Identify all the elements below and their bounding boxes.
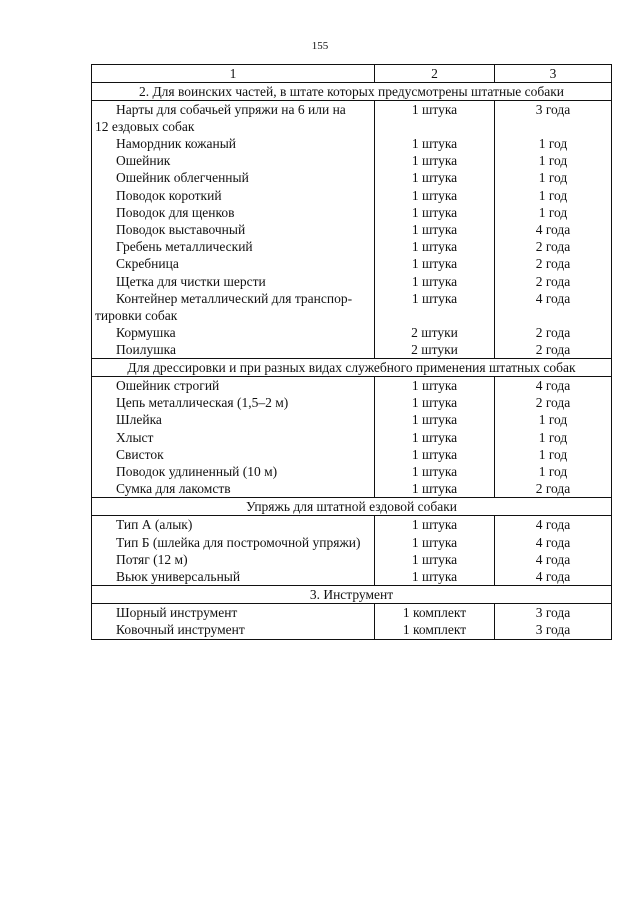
item-quantity: 1 штука [375,480,495,498]
item-name-line: Хлыст [116,429,154,445]
item-quantity: 1 штука [375,238,495,255]
item-term: 1 год [495,204,612,221]
section-title-row [92,498,612,516]
item-term: 1 год [495,169,612,186]
item-quantity: 1 штука [375,187,495,204]
item-term: 4 года [495,290,612,324]
item-name-line: Скребница [116,256,179,272]
item-name-cell [92,238,375,255]
item-term: 1 год [495,152,612,169]
item-name-cell [92,516,375,534]
item-name-cell [92,463,375,480]
item-term: 4 года [495,534,612,551]
section-title: 2. Для воинских частей, в штате которых предусмотрены штатные собаки [92,83,612,101]
table-header-row [92,65,612,83]
item-name-cell [92,411,375,428]
header-col-2: 2 [375,65,495,83]
table-row [92,411,612,428]
item-term: 4 года [495,516,612,534]
item-name-cell [92,255,375,272]
item-name-cell [92,446,375,463]
table-row [92,341,612,359]
item-name-cell [92,169,375,186]
item-name-line: Намордник кожаный [116,136,236,151]
item-name-cell [92,101,375,136]
table-row [92,324,612,341]
item-name-line: тировки собак [95,307,178,323]
item-name-line: Ошейник строгий [116,378,220,394]
table-row [92,604,612,622]
item-term: 2 года [495,394,612,411]
table-row [92,135,612,152]
item-name-line: Гребень металлический [116,239,253,255]
item-quantity: 1 штука [375,290,495,324]
item-name-line: Поводок для щенков [116,204,235,220]
item-name-line: Тип Б (шлейка для постромочной упряжи) [116,534,361,550]
item-term: 2 года [495,341,612,359]
item-name-line: Ошейник [116,153,171,169]
item-name-line: Сумка для лакомств [116,481,231,497]
table-row [92,480,612,498]
header-col-3: 3 [495,65,612,83]
section-title-row [92,83,612,101]
item-term: 3 года [495,621,612,639]
item-quantity: 1 штука [375,411,495,428]
item-name-cell [92,273,375,290]
item-quantity: 1 штука [375,446,495,463]
table-row [92,238,612,255]
table-row [92,204,612,221]
item-name-line: Свисток [116,446,164,462]
item-quantity: 1 штука [375,152,495,169]
item-name-line: Ковочный инструмент [116,622,245,638]
item-name-line: Вьюк универсальный [116,568,241,584]
table-row [92,568,612,586]
item-quantity: 1 штука [375,221,495,238]
item-term: 4 года [495,221,612,238]
item-term: 1 год [495,463,612,480]
item-name-line: Поводок выставочный [116,221,246,237]
item-quantity: 1 штука [375,516,495,534]
item-term: 1 год [495,135,612,152]
table-row [92,221,612,238]
item-name-line: Шорный инструмент [116,605,238,621]
item-name-cell [92,394,375,411]
item-term: 3 года [495,604,612,622]
item-name-line: Цепь металлическая (1,5–2 м) [116,395,289,411]
item-name-cell [92,290,375,324]
item-name-line: Потяг (12 м) [116,551,188,567]
item-name-cell [92,152,375,169]
item-name-line: Поводок удлиненный (10 м) [116,464,278,479]
item-quantity: 1 комплект [375,621,495,639]
item-term: 1 год [495,429,612,446]
item-name-line: Поилушка [116,341,176,357]
item-name-cell [92,534,375,551]
item-name-line: Нарты для собачьей упряжи на 6 или на [116,102,346,117]
table-row [92,273,612,290]
item-name-cell [92,204,375,221]
item-quantity: 1 штука [375,551,495,568]
table-row [92,621,612,639]
table-row [92,290,612,324]
item-name-line: Поводок короткий [116,187,222,203]
item-quantity: 1 штука [375,463,495,480]
item-quantity: 1 штука [375,568,495,586]
item-name-cell [92,324,375,341]
item-name-line: Контейнер металлический для транспор- [116,290,353,306]
item-name-line: Шлейка [116,412,162,428]
item-term: 1 год [495,187,612,204]
table-row [92,101,612,136]
table-row [92,429,612,446]
item-name-cell [92,621,375,639]
item-name-cell [92,480,375,498]
item-term: 4 года [495,568,612,586]
item-quantity: 1 штука [375,101,495,136]
table-row [92,516,612,534]
header-col-1: 1 [92,65,375,83]
section-title: 3. Инструмент [92,586,612,604]
table-body [92,65,612,640]
item-name-cell [92,341,375,359]
table-row [92,394,612,411]
item-quantity: 2 штуки [375,324,495,341]
item-quantity: 1 штука [375,273,495,290]
item-quantity: 1 штука [375,255,495,272]
table-row [92,551,612,568]
item-name-cell [92,377,375,395]
item-quantity: 1 штука [375,377,495,395]
item-name-line: Ошейник облегченный [116,170,249,186]
table-row [92,187,612,204]
table-row [92,255,612,272]
section-title-row [92,586,612,604]
item-term: 2 года [495,273,612,290]
item-quantity: 2 штуки [375,341,495,359]
item-name-cell [92,221,375,238]
item-quantity: 1 штука [375,204,495,221]
item-name-cell [92,568,375,586]
table-row [92,463,612,480]
item-name-line: Кормушка [116,324,176,340]
table-row [92,169,612,186]
item-term: 2 года [495,480,612,498]
item-term: 2 года [495,255,612,272]
table-row [92,152,612,169]
item-name-line: 12 ездовых собак [95,119,195,134]
item-name-cell [92,187,375,204]
section-title-row [92,359,612,377]
item-term: 4 года [495,377,612,395]
item-name-cell [92,551,375,568]
table-row [92,534,612,551]
item-name-line: Тип А (алык) [116,517,193,533]
item-name-cell [92,429,375,446]
table-row [92,377,612,395]
item-term: 1 год [495,446,612,463]
item-term: 4 года [495,551,612,568]
item-name-cell [92,604,375,622]
item-term: 3 года [495,101,612,136]
table-row [92,446,612,463]
equipment-table [91,64,612,640]
section-title: Для дрессировки и при разных видах служебного применения штатных собак [92,359,612,377]
section-title: Упряжь для штатной ездовой собаки [92,498,612,516]
item-term: 1 год [495,411,612,428]
item-term: 2 года [495,238,612,255]
item-quantity: 1 штука [375,534,495,551]
item-quantity: 1 штука [375,394,495,411]
item-name-cell [92,135,375,152]
item-term: 2 года [495,324,612,341]
item-quantity: 1 штука [375,169,495,186]
item-name-line: Щетка для чистки шерсти [116,273,266,289]
item-quantity: 1 комплект [375,604,495,622]
page-number: 155 [311,40,329,52]
item-quantity: 1 штука [375,135,495,152]
item-quantity: 1 штука [375,429,495,446]
